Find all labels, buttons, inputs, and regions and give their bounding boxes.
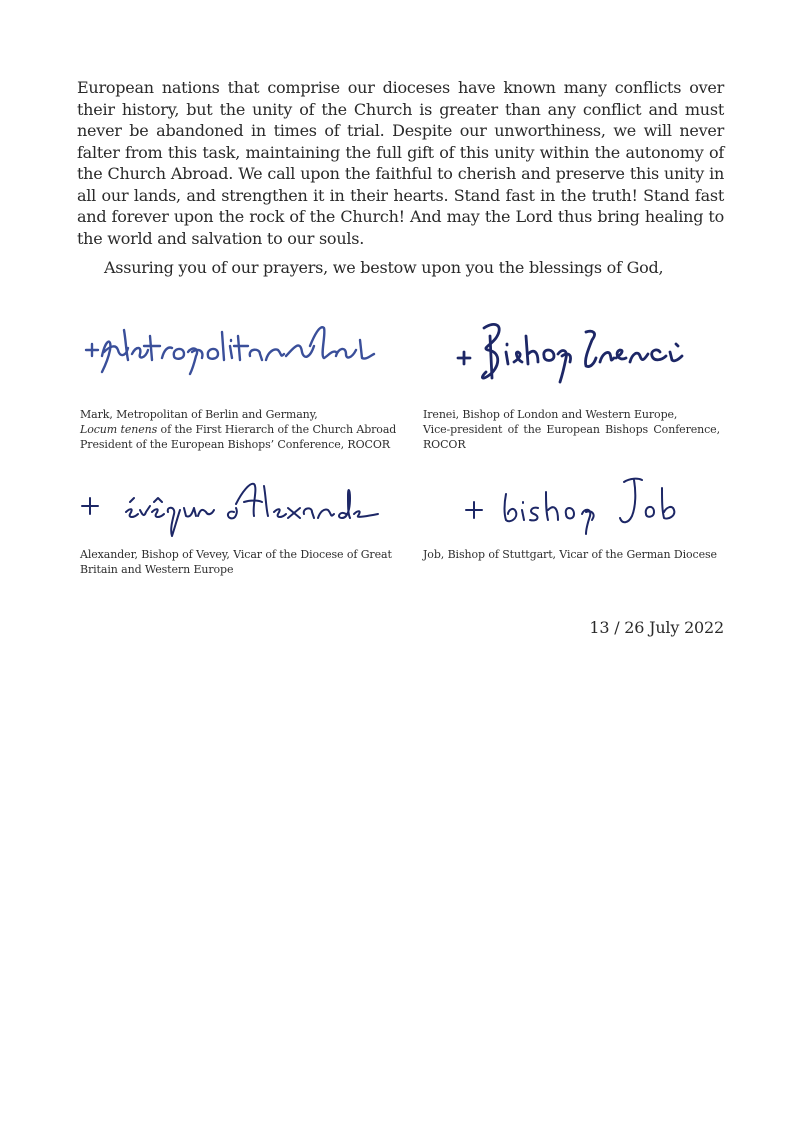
signature-caption-alexander	[80, 547, 390, 577]
letter-closing: Assuring you of our prayers, we bestow upon you the blessings of God,	[104, 258, 664, 277]
signature-irenei	[452, 316, 692, 388]
caption-line: President of the European Bishops’ Conference, ROCOR	[80, 438, 390, 451]
caption-line: Irenei, Bishop of London and Western Europe,	[423, 408, 678, 421]
caption-line	[80, 422, 397, 437]
signature-caption-mark	[80, 407, 397, 452]
locum-tenens-italic: Locum tenens	[80, 423, 158, 436]
signature-job	[462, 474, 682, 538]
signature-caption-job	[423, 547, 723, 562]
letter-date: 13 / 26 July 2022	[589, 618, 724, 637]
letter-body-paragraph: European nations that comprise our dioceses have known many conflicts over their history, but the unity of the Church is greater than any conflict and must never be abandoned in times of trial. Despite our unworthiness, we will never falter from this task, maintaining the full gift of this unity within the autonomy of the Church Abroad. We call upon the faithful to cherish and preserve this unity in all our lands, and strengthen it in their hearts. Stand fast in the truth! Stand fast and forever upon the rock of the Church! And may the Lord thus bring healing to the world and salvation to our souls.	[77, 78, 724, 248]
signature-caption-irenei	[423, 407, 720, 452]
caption-line: Alexander, Bishop of Vevey, Vicar of the Diocese of Great	[80, 548, 392, 561]
caption-line: Vice-president of the European Bishops Conference,	[423, 423, 720, 436]
caption-line-rest: of the First Hierarch of the Church Abroad	[157, 423, 397, 436]
caption-line: Mark, Metropolitan of Berlin and Germany,	[80, 408, 318, 421]
caption-line: Job, Bishop of Stuttgart, Vicar of the German Diocese	[423, 548, 717, 561]
signature-alexander	[78, 476, 383, 540]
caption-line: ROCOR	[423, 438, 466, 451]
caption-line: Britain and Western Europe	[80, 563, 234, 576]
signature-mark	[80, 316, 380, 378]
